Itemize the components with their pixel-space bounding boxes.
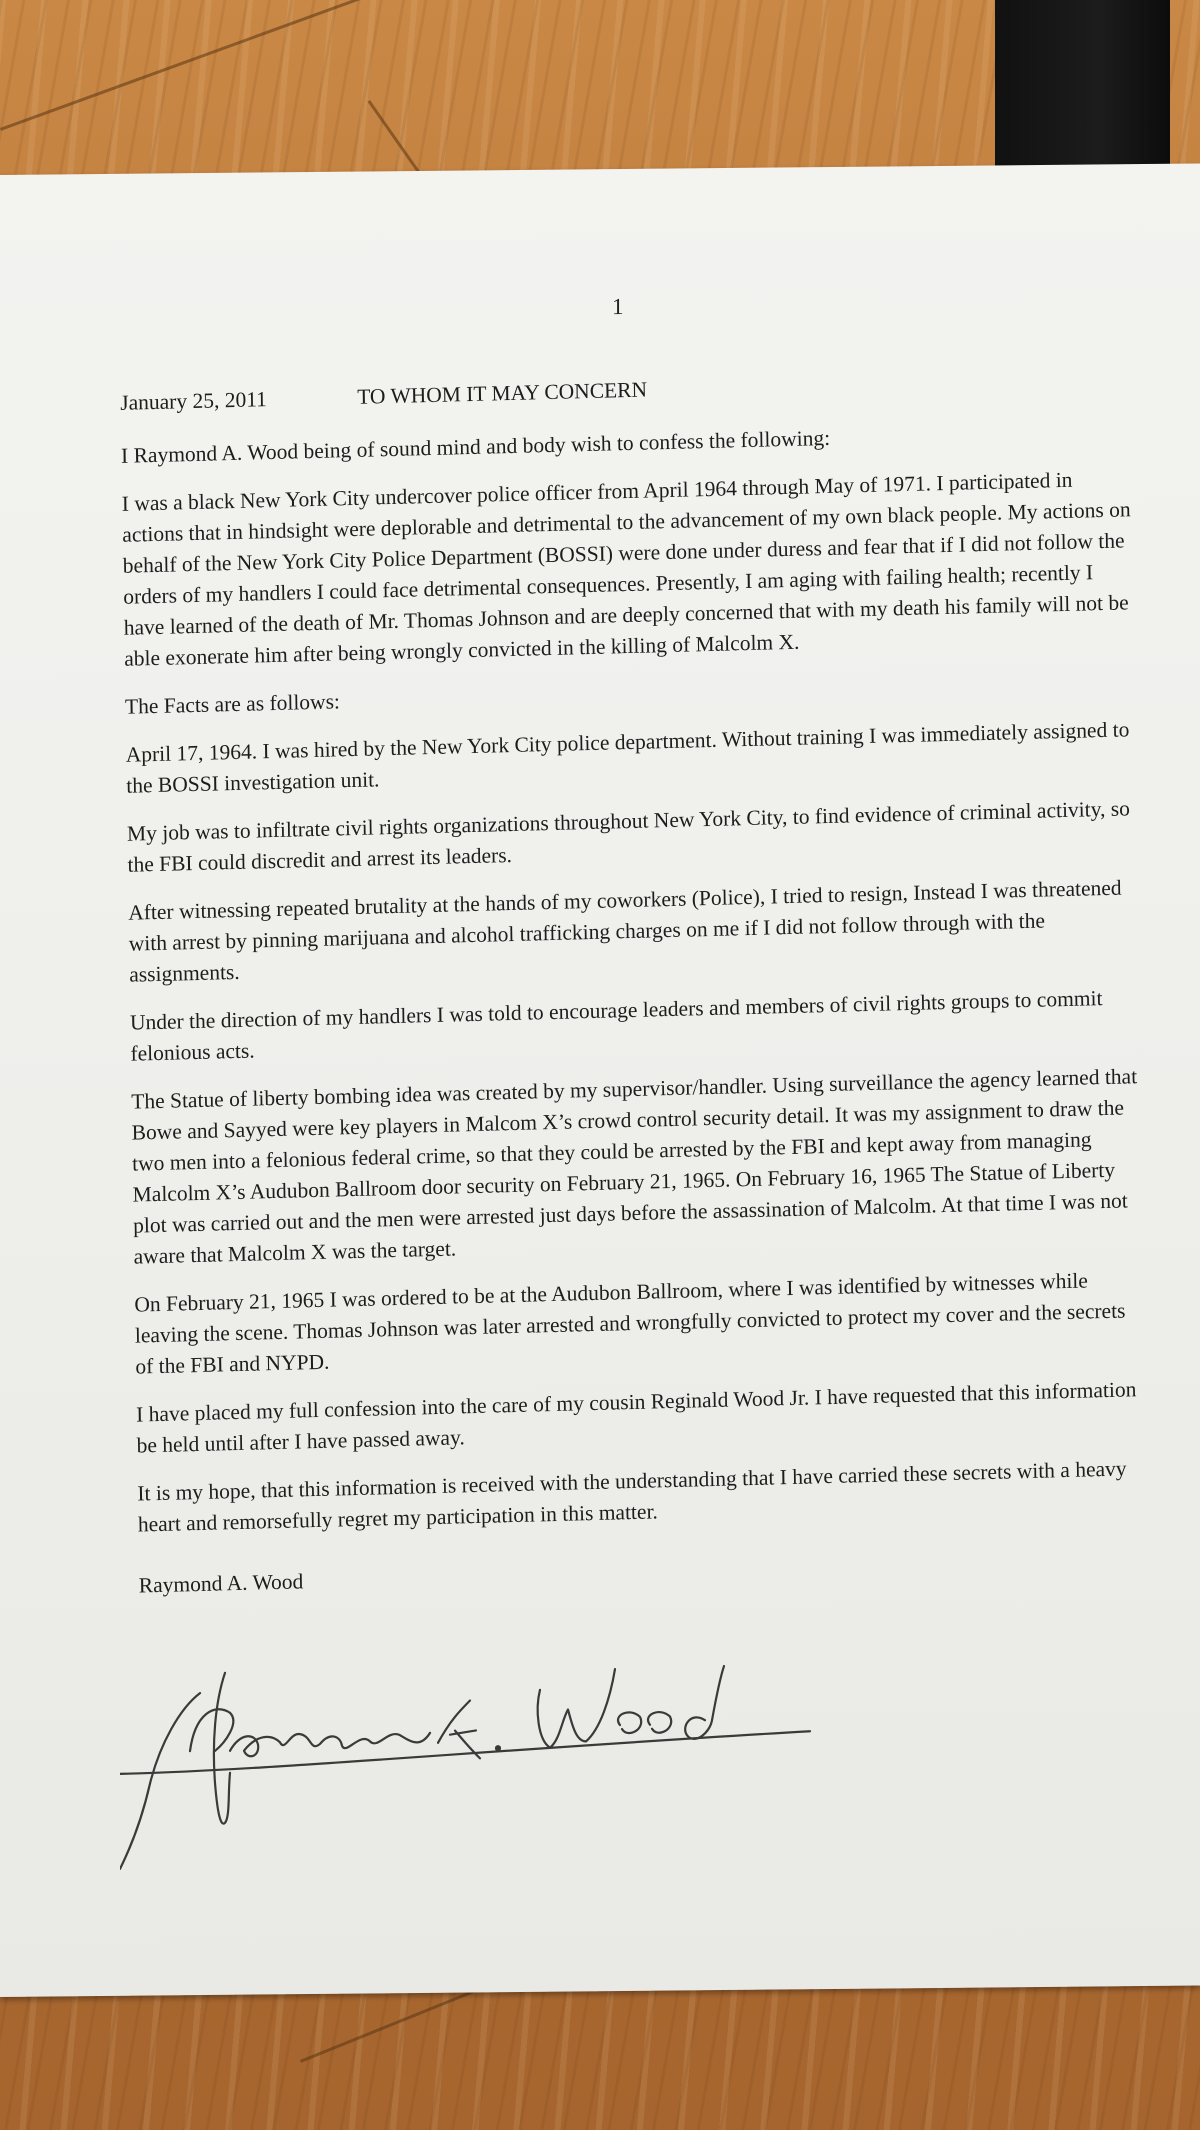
paragraph: The Statue of liberty bombing idea was created by my supervisor/handler. Using surveillance the agency learned that Bowe and Sayyed were key players in Malcom X’s crowd control security detail. It was my assignment to draw the two men into a felonious federal crime, so that they could be arrested by the FBI and kept away from managing Malcolm X’s Audubon Ballroom door security on February 21, 1965. On February 16, 1965 The Statue of Liberty plot was carried out and the men were arrested just days before the assassination of Malcolm. At that time I was not aware that Malcolm X was the target.	[131, 1064, 1138, 1269]
paragraph: I have placed my full confession into the care of my cousin Reginald Wood Jr. I have requested that this information be held until after I have passed away.	[135, 1377, 1137, 1458]
paragraph: I was a black New York City undercover police officer from April 1964 through May of 1971. I participated in actions that in hindsight were deplorable and detrimental to the advancement of my own black people. My actions on behalf of the New York City Police Department (BOSSI) were done under duress and fear that if I did not follow the orders of my handlers I could face detrimental consequences. Presently, I am aging with failing health; recently I have learned of the death of Mr. Thomas Johnson and are deeply concerned that with my death his family will not be able exonerate him after being wrongly convicted in the killing of Malcolm X.	[121, 467, 1131, 671]
letter-salutation: TO WHOM IT MAY CONCERN	[357, 377, 648, 409]
page-number: 1	[612, 294, 624, 320]
paragraph: On February 21, 1965 I was ordered to be at the Audubon Ballroom, where I was identified by witnesses while leaving the scene. Thomas Johnson was later arrested and wrongfully convicted to protect my cover and the secrets of the FBI and NYPD.	[134, 1268, 1126, 1379]
letter-page	[0, 163, 1200, 1997]
paragraph: My job was to infiltrate civil rights organizations throughout New York City, to find evidence of criminal activity, so the FBI could discredit and arrest its leaders.	[126, 796, 1131, 877]
letter-heading	[120, 362, 1132, 419]
floor-board-seam	[0, 0, 405, 131]
paragraph: After witnessing repeated brutality at the hands of my coworkers (Police), I tried to resign, Instead I was threatened with arrest by pinning marijuana and alcohol trafficking charges on me if I did not follow through with the assignments.	[128, 875, 1122, 987]
letter-date: January 25, 2011	[120, 387, 268, 415]
letter-body	[120, 362, 1151, 1601]
paragraph: April 17, 1964. I was hired by the New York City police department. Without training I was immediately assigned to the BOSSI investigation unit.	[125, 717, 1130, 798]
handwritten-signature	[120, 1627, 840, 1874]
paragraph: Under the direction of my handlers I was told to encourage leaders and members of civil rights groups to commit felonious acts.	[129, 986, 1103, 1066]
paragraph: The Facts are as follows:	[124, 689, 341, 719]
intro-paragraph: I Raymond A. Wood being of sound mind and body wish to confess the following:	[120, 425, 831, 468]
paragraph: It is my hope, that this information is received with the understanding that I have carried these secrets with a heavy heart and remorsefully regret my participation in this matter.	[137, 1456, 1127, 1537]
signoff-name: Raymond A. Wood	[138, 1569, 304, 1598]
black-object-corner	[995, 0, 1170, 178]
